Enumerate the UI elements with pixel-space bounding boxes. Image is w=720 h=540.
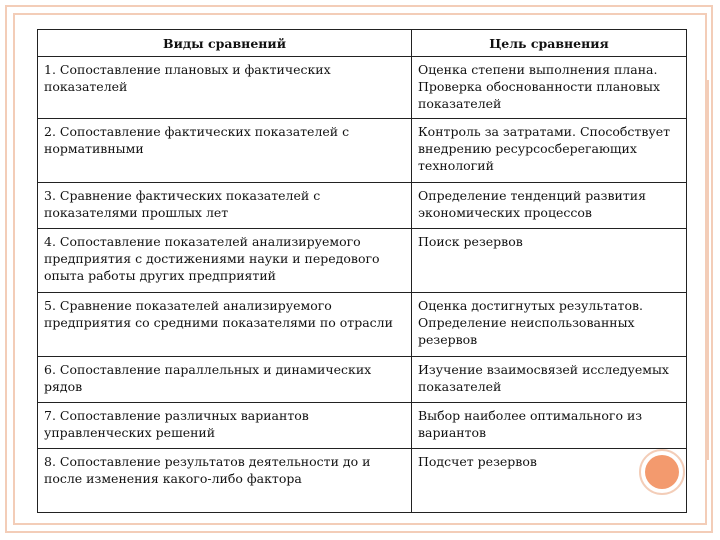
cell-kind: 7. Сопоставление различных вариантов управленческих решений xyxy=(38,403,412,449)
table-row xyxy=(38,57,687,119)
table-row xyxy=(38,357,687,403)
table-row xyxy=(38,229,687,293)
cell-goal: Определение тенденций развития экономических процессов xyxy=(412,183,687,229)
decorative-side-line xyxy=(707,80,709,460)
cell-kind: 5. Сравнение показателей анализируемого предприятия со средними показателями по отрасли xyxy=(38,293,412,357)
table-header-row xyxy=(38,30,687,57)
cell-kind: 3. Сравнение фактических показателей с показателями прошлых лет xyxy=(38,183,412,229)
cell-goal: Поиск резервов xyxy=(412,229,687,293)
cell-goal: Выбор наиболее оптимального из вариантов xyxy=(412,403,687,449)
cell-kind: 6. Сопоставление параллельных и динамических рядов xyxy=(38,357,412,403)
table-row xyxy=(38,293,687,357)
cell-goal: Изучение взаимосвязей исследуемых показателей xyxy=(412,357,687,403)
cell-goal: Контроль за затратами. Способствует внедрению ресурсосберегающих технологий xyxy=(412,119,687,183)
comparison-table xyxy=(37,29,687,513)
cell-kind: 4. Сопоставление показателей анализируемого предприятия с достижениями науки и передового опыта работы других предприятий xyxy=(38,229,412,293)
table-row xyxy=(38,403,687,449)
cell-goal: Оценка степени выполнения плана. Проверка обоснованности плановых показателей xyxy=(412,57,687,119)
header-kinds: Виды сравнений xyxy=(38,30,412,57)
table-row xyxy=(38,183,687,229)
cell-kind: 2. Сопоставление фактических показателей с нормативными xyxy=(38,119,412,183)
cell-kind: 8. Сопоставление результатов деятельности до и после изменения какого-либо фактора xyxy=(38,449,412,513)
cell-goal: Подсчет резервов xyxy=(412,449,687,513)
table-row xyxy=(38,119,687,183)
cell-goal: Оценка достигнутых результатов. Определение неиспользованных резервов xyxy=(412,293,687,357)
cell-kind: 1. Сопоставление плановых и фактических показателей xyxy=(38,57,412,119)
header-goal: Цель сравнения xyxy=(412,30,687,57)
table-row xyxy=(38,449,687,513)
